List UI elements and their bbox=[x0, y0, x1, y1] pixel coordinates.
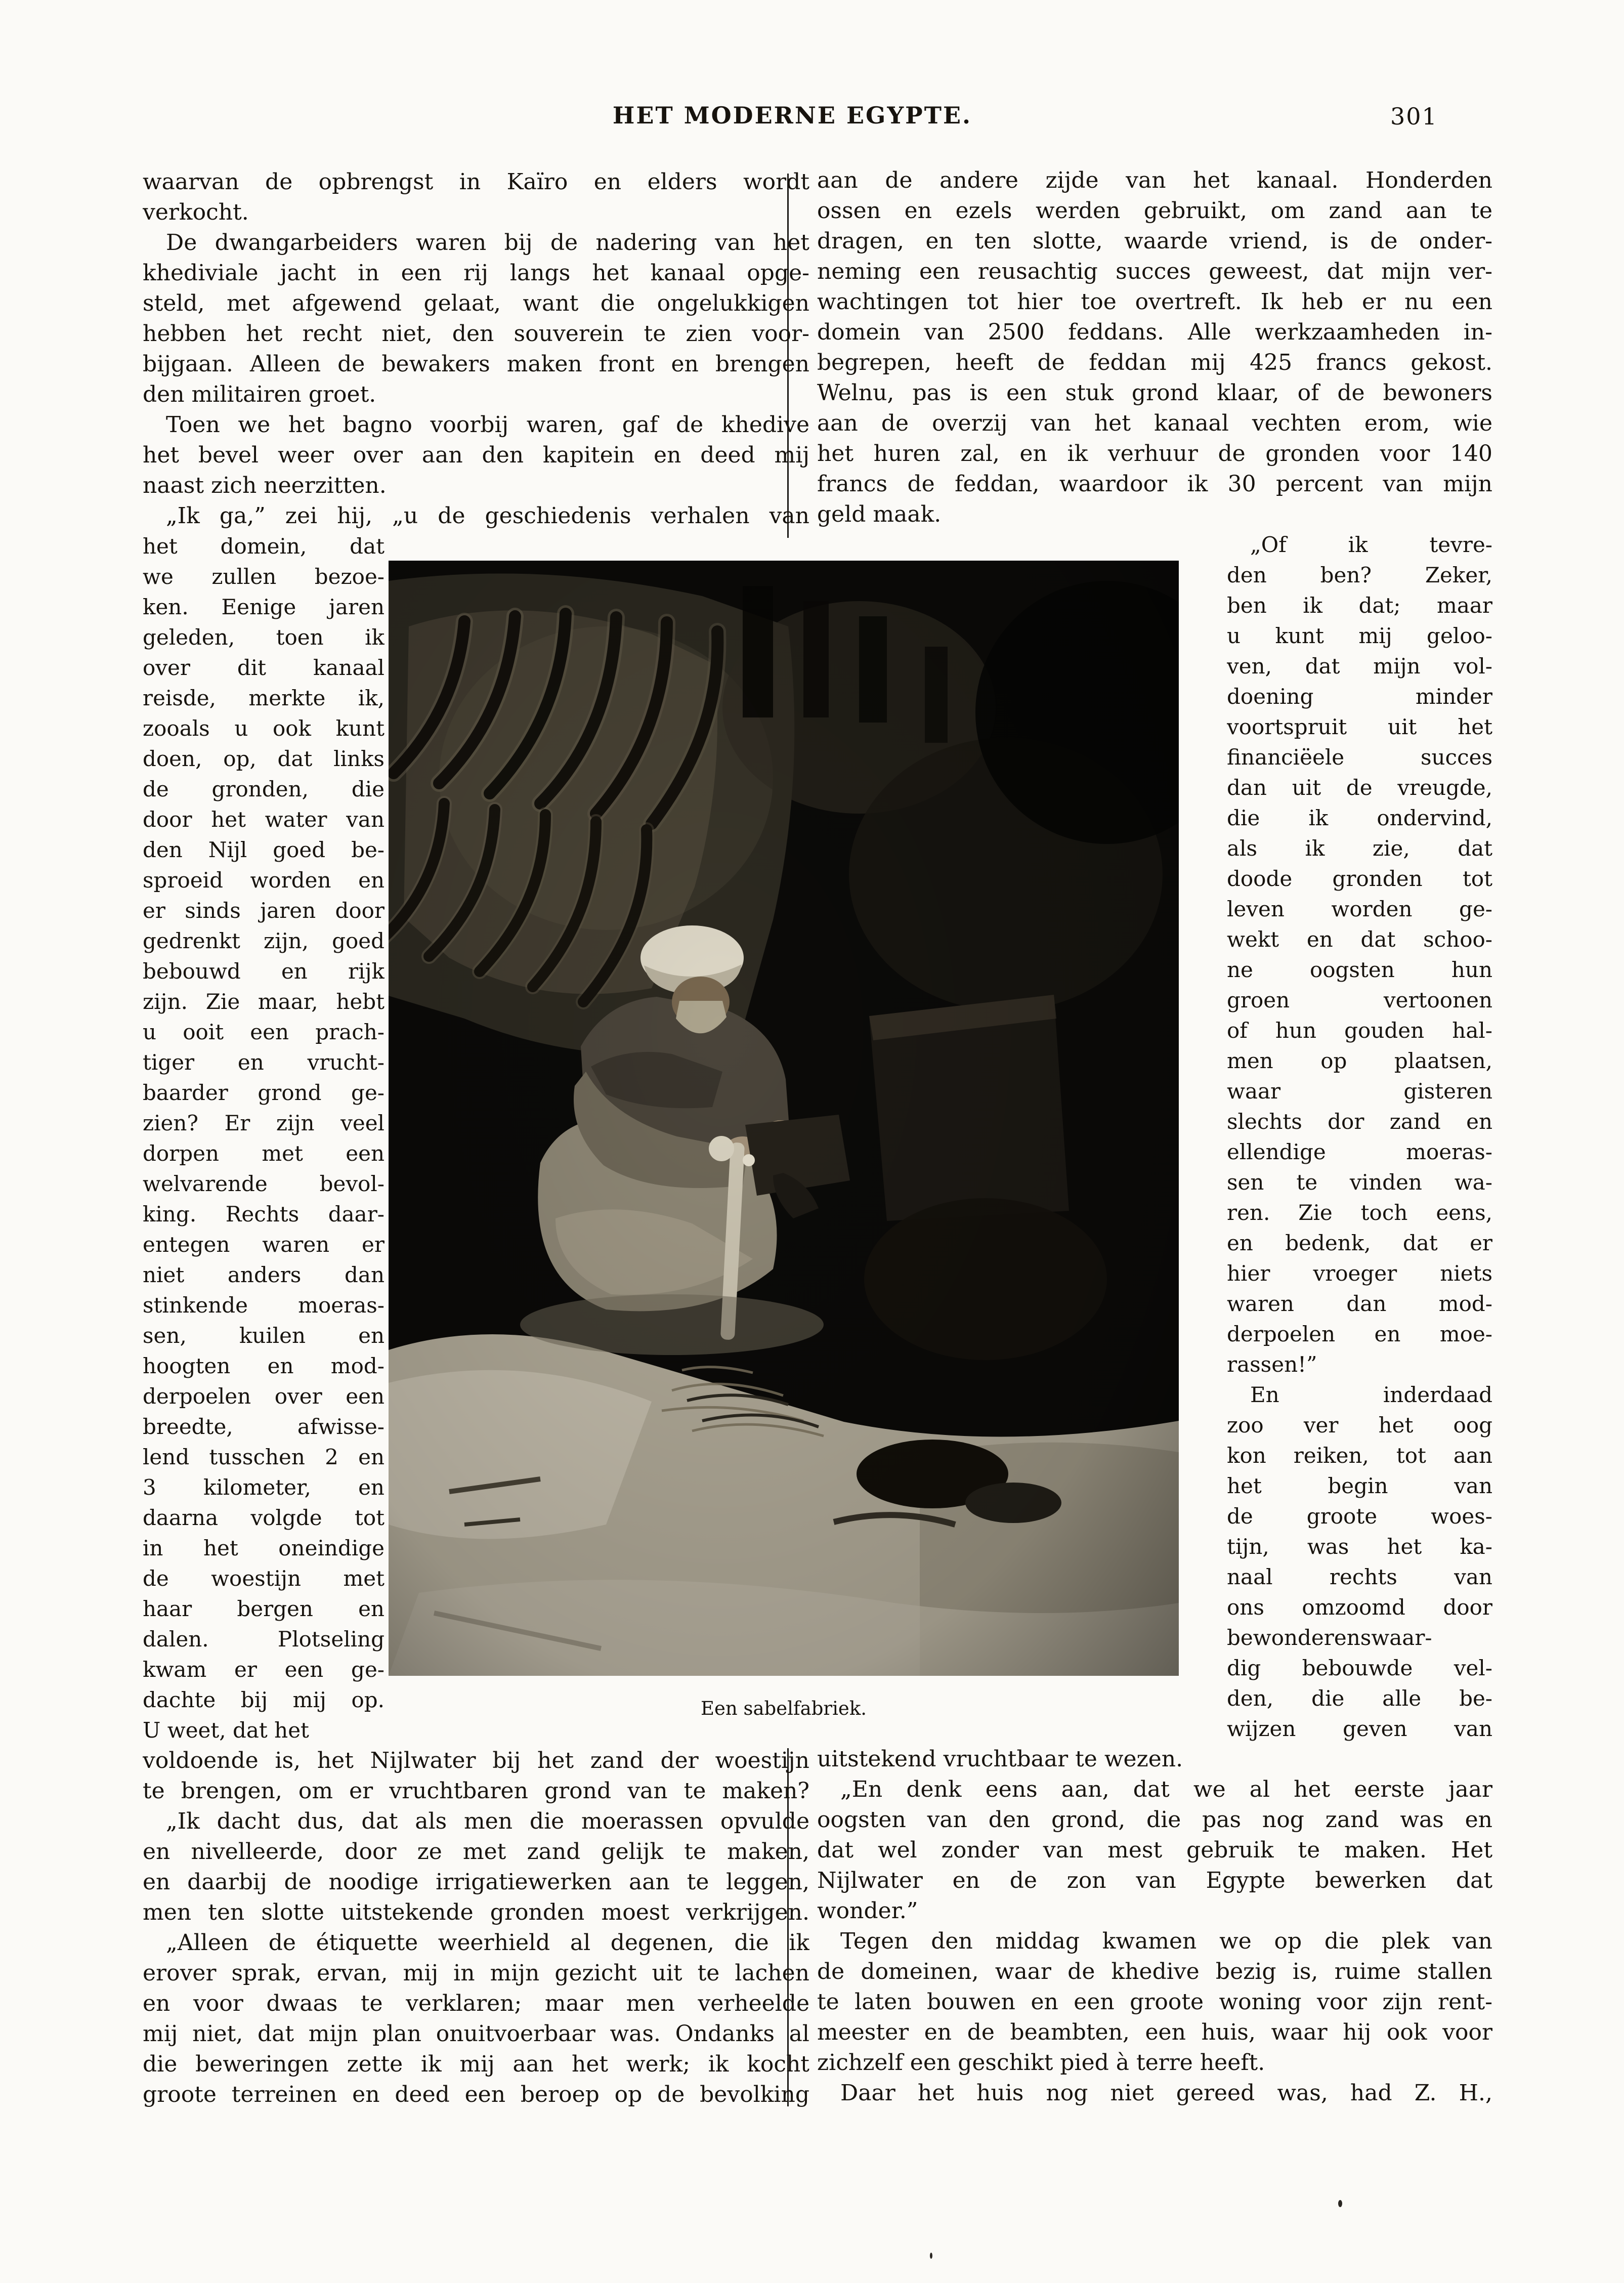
scan-speck bbox=[1338, 2200, 1342, 2207]
text-line: u kunt mij geloo- bbox=[1227, 623, 1492, 648]
right-column-narrow bbox=[1227, 530, 1492, 1744]
text-line: hoogten en mod- bbox=[143, 1354, 384, 1378]
text-line: zien? Er zijn veel bbox=[143, 1111, 384, 1135]
text-line: baarder grond ge- bbox=[143, 1080, 384, 1105]
text-line: het huren zal, en ik verhuur de gronden voor 140 bbox=[817, 441, 1492, 467]
text-line: 3 kilometer, en bbox=[143, 1475, 384, 1500]
text-line: aan de andere zijde van het kanaal. Honderden bbox=[817, 167, 1492, 193]
text-line: king. Rechts daar- bbox=[143, 1202, 384, 1227]
text-line: tijn, was het ka- bbox=[1227, 1534, 1492, 1559]
text-line: door het water van bbox=[143, 807, 384, 832]
text-line: die beweringen zette ik mij aan het werk; ik kocht bbox=[143, 2051, 809, 2077]
text-line: kon reiken, tot aan bbox=[1227, 1443, 1492, 1468]
left-column-bottom bbox=[143, 1746, 809, 2110]
photo-caption: Een sabelfabriek. bbox=[701, 1698, 867, 1719]
text-line: financiëele succes bbox=[1227, 745, 1492, 770]
saber-factory-photo bbox=[389, 561, 1179, 1676]
page-title: HET MODERNE EGYPTE. bbox=[612, 102, 972, 129]
text-line: als ik zie, dat bbox=[1227, 836, 1492, 861]
text-line: den ben? Zeker, bbox=[1227, 563, 1492, 587]
text-line: U weet, dat het bbox=[143, 1718, 309, 1743]
text-line: of hun gouden hal- bbox=[1227, 1018, 1492, 1043]
text-line: domein van 2500 feddans. Alle werkzaamheden in- bbox=[817, 319, 1492, 345]
text-line: waarvan de opbrengst in Kaïro en elders wordt bbox=[143, 169, 809, 195]
text-line: dat wel zonder van mest gebruik te maken. Het bbox=[817, 1837, 1492, 1863]
text-line: groen vertoonen bbox=[1227, 988, 1492, 1012]
text-line: die ik ondervind, bbox=[1227, 806, 1492, 830]
text-line: wijzen geven van bbox=[1227, 1716, 1492, 1741]
text-line: in het oneindige bbox=[143, 1536, 384, 1560]
text-line: steld, met afgewend gelaat, want die ongelukkigen bbox=[143, 290, 809, 316]
text-line: en voor dwaas te verklaren; maar men verheelde bbox=[143, 1991, 809, 2016]
text-line: ossen en ezels werden gebruikt, om zand aan te bbox=[817, 198, 1492, 224]
text-line: voortspruit uit het bbox=[1227, 714, 1492, 739]
text-line: „Alleen de étiquette weerhield al degenen, die ik bbox=[166, 1930, 809, 1956]
text-line: de gronden, die bbox=[143, 777, 384, 801]
text-line: welvarende bevol- bbox=[143, 1171, 384, 1196]
text-line: geld maak. bbox=[817, 501, 942, 527]
text-line: leven worden ge- bbox=[1227, 897, 1492, 921]
text-line: over dit kanaal bbox=[143, 655, 384, 680]
text-line: we zullen bezoe- bbox=[143, 564, 384, 589]
text-line: zoo ver het oog bbox=[1227, 1413, 1492, 1438]
text-line: dorpen met een bbox=[143, 1141, 384, 1166]
text-line: ben ik dat; maar bbox=[1227, 593, 1492, 618]
text-line: het begin van bbox=[1227, 1473, 1492, 1498]
text-line: de woestijn met bbox=[143, 1566, 384, 1591]
text-line: waren dan mod- bbox=[1227, 1291, 1492, 1316]
text-line: er sinds jaren door bbox=[143, 898, 384, 923]
text-line: derpoelen en moe- bbox=[1227, 1322, 1492, 1346]
text-line: meester en de beambten, een huis, waar hij ook voor bbox=[817, 2019, 1492, 2045]
text-line: haar bergen en bbox=[143, 1596, 384, 1621]
text-line: stinkende moeras- bbox=[143, 1293, 384, 1318]
text-line: den, die alle be- bbox=[1227, 1686, 1492, 1711]
left-column-narrow bbox=[143, 531, 384, 1746]
text-line: dachte bij mij op. bbox=[143, 1687, 384, 1712]
text-line: entegen waren er bbox=[143, 1232, 384, 1257]
text-line: rassen!” bbox=[1227, 1352, 1317, 1377]
text-line: hebben het recht niet, den souverein te zien voor- bbox=[143, 321, 809, 347]
text-line: en nivelleerde, door ze met zand gelijk te maken, bbox=[143, 1839, 809, 1865]
text-line: men ten slotte uitstekende gronden moest verkrijgen. bbox=[143, 1899, 809, 1925]
text-line: De dwangarbeiders waren bij de nadering van het bbox=[166, 230, 809, 256]
text-line: wekt en dat schoo- bbox=[1227, 927, 1492, 952]
text-line: den militairen groet. bbox=[143, 382, 376, 407]
text-line: „En denk eens aan, dat we al het eerste jaar bbox=[840, 1777, 1492, 1802]
text-line: te brengen, om er vruchtbaren grond van te maken? bbox=[143, 1778, 809, 1804]
text-line: ne oogsten hun bbox=[1227, 957, 1492, 982]
text-line: tiger en vrucht- bbox=[143, 1050, 384, 1075]
text-line: mij niet, dat mijn plan onuitvoerbaar was. Ondanks al bbox=[143, 2021, 809, 2047]
text-line: Welnu, pas is een stuk grond klaar, of de bewoners bbox=[817, 380, 1492, 406]
text-line: naal rechts van bbox=[1227, 1565, 1492, 1589]
text-line: groote terreinen en deed een beroep op de bevolking bbox=[143, 2082, 809, 2107]
text-line: breedte, afwisse- bbox=[143, 1414, 384, 1439]
text-line: Tegen den middag kwamen we op die plek van bbox=[840, 1928, 1492, 1954]
text-line: voldoende is, het Nijlwater bij het zand der woestijn bbox=[143, 1748, 809, 1773]
right-column-top bbox=[817, 165, 1492, 530]
text-line: dig bebouwde vel- bbox=[1227, 1656, 1492, 1680]
text-line: en daarbij de noodige irrigatiewerken aan te leggen, bbox=[143, 1869, 809, 1895]
text-line: ons omzoomd door bbox=[1227, 1595, 1492, 1620]
text-line: naast zich neerzitten. bbox=[143, 473, 387, 498]
text-line: „Ik dacht dus, dat als men die moerassen opvulde bbox=[166, 1808, 809, 1834]
text-line: geleden, toen ik bbox=[143, 625, 384, 650]
text-line: ven, dat mijn vol- bbox=[1227, 654, 1492, 679]
text-line: bijgaan. Alleen de bewakers maken front en brengen bbox=[143, 351, 809, 377]
text-line: den Nijl goed be- bbox=[143, 837, 384, 862]
text-line: erover sprak, ervan, mij in mijn gezicht uit te lachen bbox=[143, 1960, 809, 1986]
text-line: zijn. Zie maar, hebt bbox=[143, 989, 384, 1014]
left-column-top bbox=[143, 167, 809, 531]
text-line: „Of ik tevre- bbox=[1250, 532, 1492, 557]
text-line: ren. Zie toch eens, bbox=[1227, 1200, 1492, 1225]
text-line: verkocht. bbox=[143, 199, 249, 225]
text-line: sen te vinden wa- bbox=[1227, 1170, 1492, 1195]
text-line: reisde, merkte ik, bbox=[143, 686, 384, 710]
text-line: doening minder bbox=[1227, 684, 1492, 709]
text-line: de domeinen, waar de khedive bezig is, ruime stallen bbox=[817, 1959, 1492, 1984]
text-line: lend tusschen 2 en bbox=[143, 1445, 384, 1469]
saber-factory-photo-art bbox=[389, 561, 1179, 1676]
text-line: hier vroeger niets bbox=[1227, 1261, 1492, 1286]
text-line: de groote woes- bbox=[1227, 1504, 1492, 1529]
text-line: dalen. Plotseling bbox=[143, 1627, 384, 1652]
text-line: wachtingen tot hier toe overtreft. Ik heb er nu een bbox=[817, 289, 1492, 315]
text-line: begrepen, heeft de feddan mij 425 francs gekost. bbox=[817, 350, 1492, 375]
text-line: doen, op, dat links bbox=[143, 746, 384, 771]
text-line: het bevel weer over aan den kapitein en deed mij bbox=[143, 442, 809, 468]
text-line: aan de overzij van het kanaal vechten erom, wie bbox=[817, 410, 1492, 436]
text-line: oogsten van den grond, die pas nog zand was en bbox=[817, 1807, 1492, 1833]
text-line: ellendige moeras- bbox=[1227, 1139, 1492, 1164]
text-line: derpoelen over een bbox=[143, 1384, 384, 1409]
scan-speck bbox=[930, 2253, 932, 2259]
text-line: wonder.” bbox=[817, 1898, 918, 1924]
text-line: gedrenkt zijn, goed bbox=[143, 928, 384, 953]
text-line: men op plaatsen, bbox=[1227, 1048, 1492, 1073]
text-line: te laten bouwen en een groote woning voor zijn rent- bbox=[817, 1989, 1492, 2015]
text-line: daarna volgde tot bbox=[143, 1505, 384, 1530]
text-line: dan uit de vreugde, bbox=[1227, 775, 1492, 800]
text-line: het domein, dat bbox=[143, 534, 384, 559]
page-number: 301 bbox=[1390, 103, 1438, 130]
text-line: uitstekend vruchtbaar te wezen. bbox=[817, 1746, 1183, 1772]
right-column-bottom bbox=[817, 1744, 1492, 2108]
text-line: Toen we het bagno voorbij waren, gaf de khedive bbox=[166, 412, 809, 438]
text-line: „Ik ga,” zei hij, „u de geschiedenis verhalen van bbox=[166, 503, 809, 529]
text-line: Nijlwater en de zon van Egypte bewerken dat bbox=[817, 1868, 1492, 1893]
text-line: Daar het huis nog niet gereed was, had Z. H., bbox=[840, 2080, 1492, 2106]
text-line: dragen, en ten slotte, waarde vriend, is de onder- bbox=[817, 228, 1492, 254]
text-line: slechts dor zand en bbox=[1227, 1109, 1492, 1134]
text-line: niet anders dan bbox=[143, 1262, 384, 1287]
text-line: khediviale jacht in een rij langs het kanaal opge- bbox=[143, 260, 809, 286]
text-line: waar gisteren bbox=[1227, 1079, 1492, 1104]
text-line: bewonderenswaar- bbox=[1227, 1625, 1432, 1650]
text-line: sproeid worden en bbox=[143, 868, 384, 893]
text-line: en bedenk, dat er bbox=[1227, 1231, 1492, 1255]
text-line: sen, kuilen en bbox=[143, 1323, 384, 1348]
text-line: bebouwd en rijk bbox=[143, 959, 384, 984]
text-line: doode gronden tot bbox=[1227, 866, 1492, 891]
text-line: francs de feddan, waardoor ik 30 percent van mijn bbox=[817, 471, 1492, 497]
text-line: zichzelf een geschikt pied à terre heeft. bbox=[817, 2050, 1265, 2076]
text-line: u ooit een prach- bbox=[143, 1020, 384, 1044]
text-line: kwam er een ge- bbox=[143, 1657, 384, 1682]
text-line: neming een reusachtig succes geweest, dat mijn ver- bbox=[817, 259, 1492, 284]
text-line: zooals u ook kunt bbox=[143, 716, 384, 741]
text-line: ken. Eenige jaren bbox=[143, 595, 384, 619]
text-line: En inderdaad bbox=[1250, 1382, 1492, 1407]
